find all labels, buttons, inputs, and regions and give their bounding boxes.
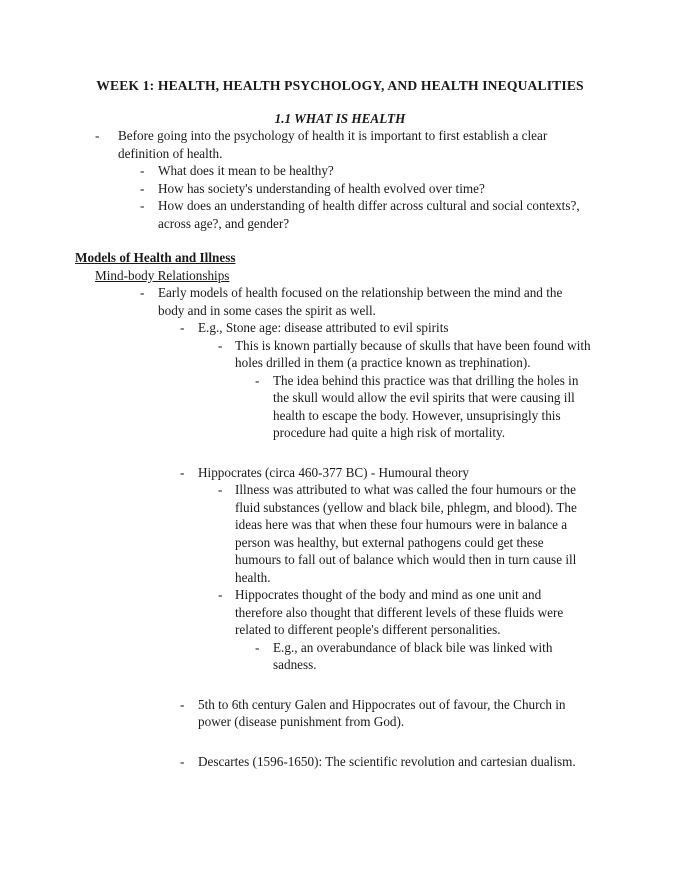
spacer (0, 731, 680, 753)
list-item-text: How does an understanding of health differ across cultural and social contexts?, across age?, and gender? (158, 198, 580, 231)
bullet-marker: - (140, 163, 145, 179)
list-item (140, 284, 680, 319)
page-title: WEEK 1: HEALTH, HEALTH PSYCHOLOGY, AND HEALTH INEQUALITIES (96, 78, 584, 93)
list-item (180, 319, 680, 337)
spacer (0, 232, 680, 249)
section-heading-1-1: 1.1 WHAT IS HEALTH (274, 111, 406, 127)
list-item (180, 696, 680, 731)
bullet-marker: - (255, 372, 260, 388)
bullet-marker: - (140, 198, 145, 214)
list-item (140, 197, 680, 232)
list-item (255, 639, 680, 674)
list-item (180, 464, 680, 482)
bullet-marker: - (180, 696, 185, 712)
list-item (140, 180, 680, 198)
list-item (218, 586, 680, 639)
bullet-marker: - (180, 753, 185, 769)
list-item-text: The idea behind this practice was that drilling the holes in the skull would allow the evil spirits that were causing ill health to escape the body. However, unsuprisingly this procedure had quite a high risk of mortality. (273, 372, 579, 441)
list-item-text: Hippocrates thought of the body and mind as one unit and therefore also thought that different levels of these fluids were related to different people's different personalities. (235, 587, 564, 638)
list-item (218, 481, 680, 586)
section-heading-models (75, 249, 680, 267)
list-item-text: This is known partially because of skulls that have been found with holes drilled in them (a practice known as trephination). (235, 337, 591, 371)
bullet-marker: - (180, 320, 185, 336)
list-item (140, 162, 680, 180)
list-item-text: Descartes (1596-1650): The scientific revolution and cartesian dualism. (198, 753, 576, 769)
subheading-mind-body-label: Mind-body Relationships (95, 267, 230, 283)
bullet-marker: - (218, 337, 223, 353)
list-item-text: Before going into the psychology of health it is important to first establish a clear definition of health. (118, 128, 548, 161)
list-item-text: How has society's understanding of health evolved over time? (158, 180, 485, 196)
subheading-mind-body (95, 267, 680, 285)
bullet-marker: - (140, 285, 145, 301)
spacer (0, 674, 680, 696)
bullet-marker: - (140, 180, 145, 196)
spacer (0, 442, 680, 464)
bullet-marker: - (95, 128, 100, 144)
list-item-text: Hippocrates (circa 460-377 BC) - Humoural theory (198, 464, 469, 480)
list-item-text: Early models of health focused on the relationship between the mind and the body and in some cases the spirit as well. (158, 285, 563, 318)
bullet-marker: - (218, 482, 223, 498)
list-item-text: Illness was attributed to what was called the four humours or the fluid substances (yellow and black bile, phlegm, and blood). The ideas here was that when these four humours were in balance a person was healthy, but external pathogens could get these humours to fall out of balance which would then in turn cause ill health. (235, 482, 577, 585)
list-item (255, 372, 680, 442)
bullet-marker: - (255, 639, 260, 655)
list-item-text: E.g., an overabundance of black bile was linked with sadness. (273, 639, 553, 673)
list-item (95, 127, 680, 162)
section-heading-models-label: Models of Health and Illness (75, 250, 236, 266)
list-item-text: 5th to 6th century Galen and Hippocrates out of favour, the Church in power (disease punishment from God). (198, 696, 566, 730)
bullet-marker: - (180, 464, 185, 480)
list-item-text: E.g., Stone age: disease attributed to evil spirits (198, 320, 449, 336)
bullet-marker: - (218, 587, 223, 603)
list-item (218, 337, 680, 372)
list-item-text: What does it mean to be healthy? (158, 163, 334, 179)
list-item (180, 753, 680, 771)
